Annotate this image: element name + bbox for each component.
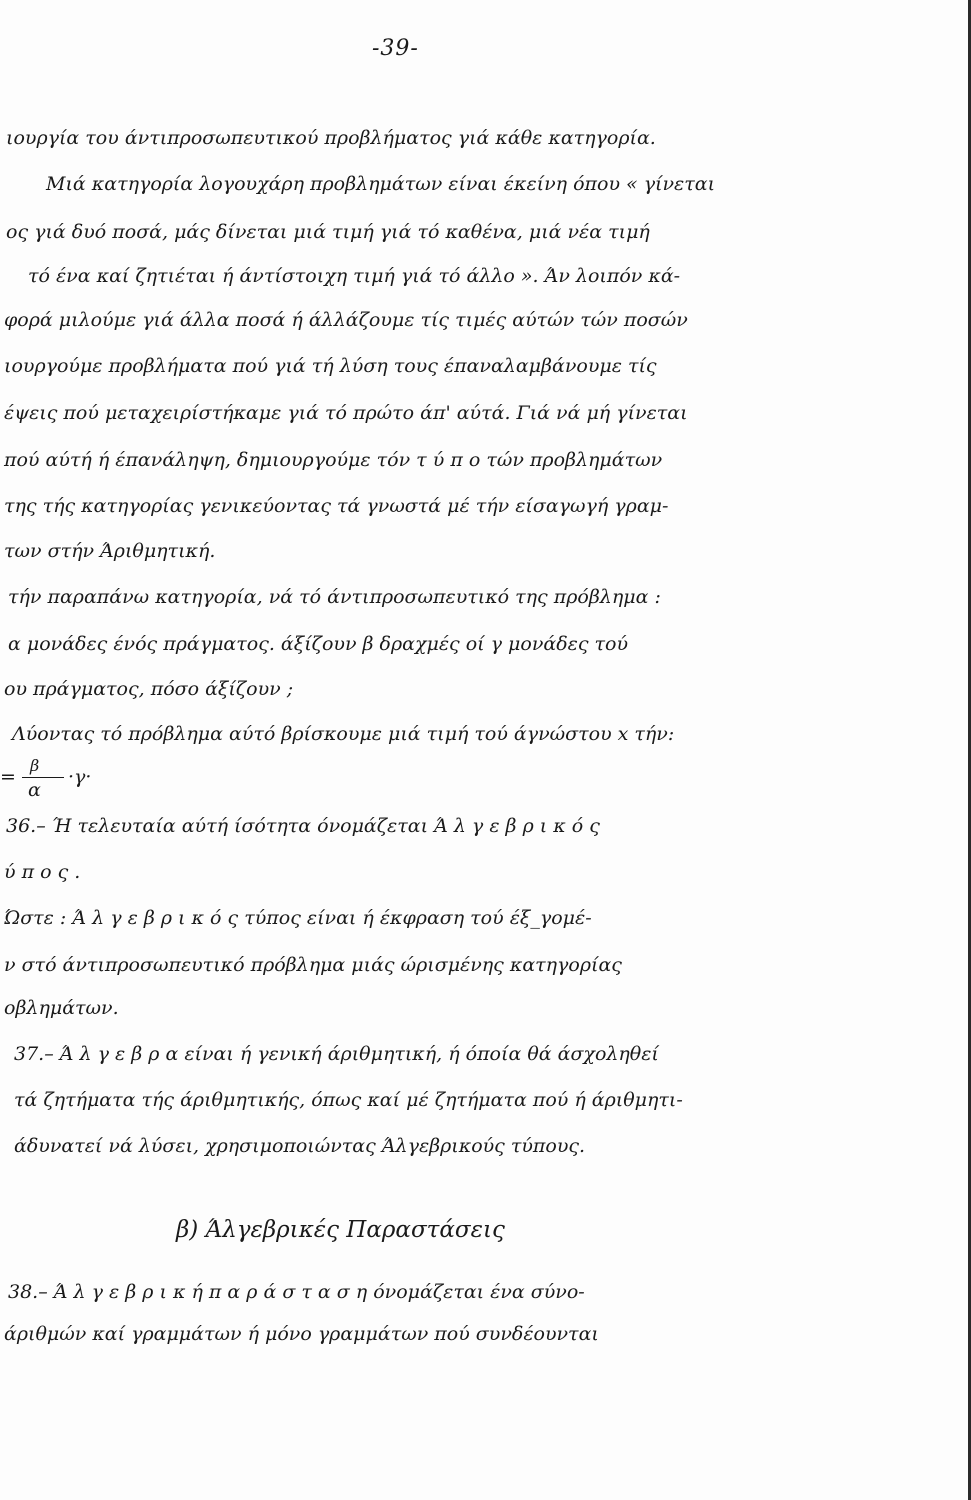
text-line: 38.– Ά λ γ ε β ρ ι κ ή π α ρ ά σ τ α σ η όνομάζεται ένα σύνο- (8, 1281, 585, 1303)
fraction-bar (22, 777, 64, 778)
text-line: φορά μιλούμε γιά άλλα ποσά ή άλλάζουμε τίς τιμές αύτών τών ποσών (4, 309, 688, 331)
text-line: 37.– Ά λ γ ε β ρ α είναι ή γενική άριθμητική, ή όποία θά άσχοληθεί (14, 1043, 659, 1065)
text-line: Μιά κατηγορία λογουχάρη προβλημάτων είναι έκείνη όπου « γίνεται (46, 173, 716, 195)
text-line: Ώστε : Ά λ γ ε β ρ ι κ ό ς τύπος είναι ή έκφραση τού έξ_γομέ- (4, 907, 592, 929)
text-line: τήν παραπάνω κατηγορία, νά τό άντιπροσωπευτικό της πρόβλημα : (8, 586, 661, 608)
text-line: έψεις πού μεταχειρίστήκαμε γιά τό πρώτο άπ' αύτά. Γιά νά μή γίνεται (4, 402, 688, 424)
text-line: οβλημάτων. (4, 997, 119, 1019)
formula-fraction (0, 756, 120, 806)
text-line: πού αύτή ή έπανάληψη, δημιουργούμε τόν τ ύ π ο τών προβλημάτων (4, 449, 663, 471)
text-line: ος γιά δυό ποσά, μάς δίνεται μιά τιμή γιά τό καθένα, μιά νέα τιμή (6, 221, 650, 243)
text-line: τό ένα καί ζητιέται ή άντίστοιχη τιμή γιά τό άλλο ». Άν λοιπόν κά- (28, 265, 681, 287)
text-line: άδυνατεί νά λύσει, χρησιμοποιώντας Άλγεβρικούς τύπους. (14, 1135, 586, 1157)
section-heading: β) Άλγεβρικές Παραστάσεις (176, 1217, 505, 1243)
page-number: -39- (372, 36, 419, 61)
formula-numerator: β (30, 756, 40, 775)
text-line: των στήν Άριθμητική. (4, 540, 216, 562)
formula-denominator: α (28, 779, 41, 801)
text-line: ν στό άντιπροσωπευτικό πρόβλημα μιάς ώρισμένης κατηγορίας (4, 954, 622, 976)
text-line: ιουργούμε προβλήματα πού γιά τή λύση τους έπαναλαμβάνουμε τίς (4, 355, 657, 377)
formula-equals: = (0, 766, 16, 788)
text-line: άριθμών καί γραμμάτων ή μόνο γραμμάτων πού συνδέουνται (4, 1323, 599, 1345)
text-line: Λύοντας τό πρόβλημα αύτό βρίσκουμε μιά τιμή τού άγνώστου x τήν: (12, 723, 675, 745)
formula-rest: ·γ· (68, 766, 92, 788)
text-line: ιουργία του άντιπροσωπευτικού προβλήματος γιά κάθε κατηγορία. (6, 127, 656, 149)
text-line: 36.– Ή τελευταία αύτή ίσότητα όνομάζεται Ά λ γ ε β ρ ι κ ό ς (6, 815, 600, 837)
text-line: ου πράγματος, πόσο άξίζουν ; (4, 678, 294, 700)
text-line: ύ π ο ς . (4, 861, 81, 883)
text-line: τά ζητήματα τής άριθμητικής, όπως καί μέ ζητήματα πού ή άριθμητι- (14, 1089, 683, 1111)
text-line: της τής κατηγορίας γενικεύοντας τά γνωστά μέ τήν είσαγωγή γραμ- (4, 495, 669, 517)
text-line: α μονάδες ένός πράγματος. άξίζουν β δραχμές οί γ μονάδες τού (8, 633, 629, 655)
